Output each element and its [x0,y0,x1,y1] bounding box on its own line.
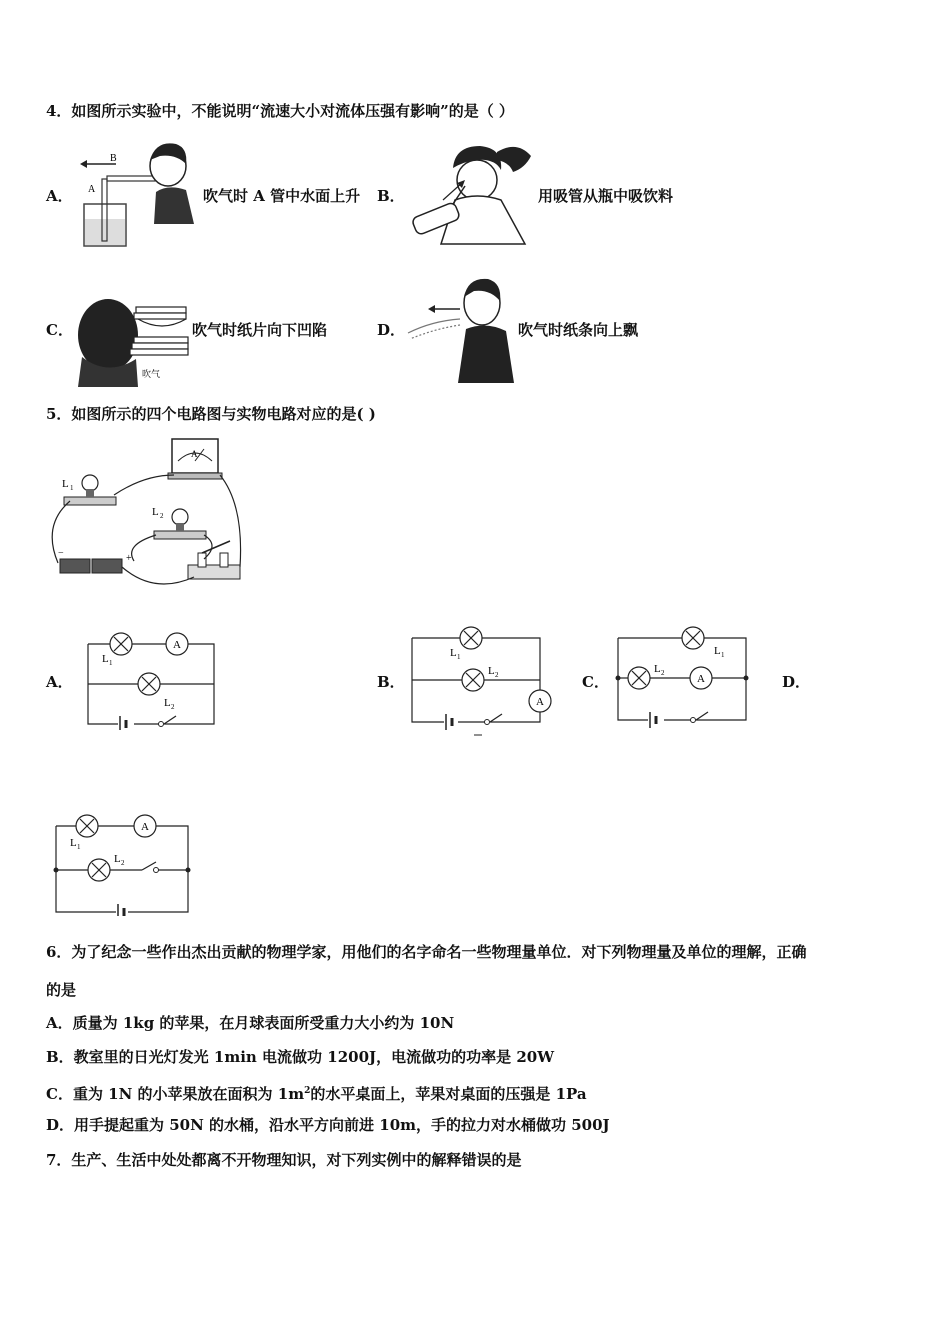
q5-a-l1-sub: 1 [109,659,113,667]
q5-circuit-d [50,812,196,916]
q5-c-ammeter: A [697,673,705,685]
q5-b-l2-sub: 2 [495,671,499,679]
q7-stem: 7．生产、生活中处处都离不开物理知识，对下列实例中的解释错误的是 [46,1151,522,1169]
q6-option-c-sup: 2 [304,1086,311,1096]
q6-option-a[interactable]: A．质量为 1kg 的苹果，在月球表面所受重力大小约为 10N [46,1014,455,1032]
q4-stem: 4．如图所示实验中，不能说明“流速大小对流体压强有影响”的是（ ） [46,102,514,120]
q5-phys-l2-sub: 2 [160,512,164,520]
q5-a-l2: L [164,697,171,709]
q6-stem-line1: 6．为了纪念一些作出杰出贡献的物理学家，用他们的名字命名一些物理量单位．对下列物理量及单位的理解，正确 [46,943,807,961]
q5-d-l2: L [114,853,121,865]
q5-phys-l2-label: L [152,506,159,518]
q4-figure-d-paper-strip [402,273,518,385]
q4-figure-c-paper-blow [72,287,192,387]
q4-option-d-letter[interactable]: D． [377,321,406,339]
q5-stem: 5．如图所示的四个电路图与实物电路对应的是( ) [46,405,376,423]
q5-circuit-b [404,624,554,736]
q5-a-l1: L [102,653,109,665]
q5-option-b-letter[interactable]: B． [377,673,405,691]
q4-figure-a-blowing-tube [76,134,201,249]
q4-fig-a-label-b: B [110,153,117,164]
q4-option-c-letter[interactable]: C． [46,321,73,339]
q5-phys-l1-label: L [62,478,69,490]
q5-b-l1-sub: 1 [457,653,461,661]
q5-phys-plus: + [126,553,132,564]
q5-phys-l1-sub: 1 [70,484,74,492]
q5-phys-minus: − [58,548,64,559]
q5-option-a-letter[interactable]: A． [46,673,73,691]
q5-c-l1: L [714,645,721,657]
q5-d-l2-sub: 2 [121,859,125,867]
q6-option-d[interactable]: D．用手提起重为 50N 的水桶，沿水平方向前进 10m，手的拉力对水桶做功 500J [46,1116,610,1134]
q5-b-ammeter: A [536,696,544,708]
q4-fig-c-label: 吹气 [142,369,161,379]
q4-option-b-letter[interactable]: B． [377,187,405,205]
q5-d-l1-sub: 1 [77,843,81,851]
q6-option-b[interactable]: B．教室里的日光灯发光 1min 电流做功 1200J，电流做功的功率是 20W [46,1048,555,1066]
q5-c-l2-sub: 2 [661,669,665,677]
q6-option-c[interactable] [46,1081,587,1104]
q4-option-a-text: 吹气时 A 管中水面上升 [203,187,361,205]
q5-a-l2-sub: 2 [171,703,175,711]
q5-c-l2: L [654,663,661,675]
q6-option-c-post: 的水平桌面上，苹果对桌面的压强是 1Pa [310,1085,587,1103]
q5-option-d-letter[interactable]: D． [782,673,811,691]
q5-option-c-letter[interactable]: C． [582,673,609,691]
q5-circuit-c [610,624,756,728]
q4-fig-a-label-a: A [88,184,96,195]
q5-phys-ammeter-label: A [191,449,198,459]
q6-stem-line2: 的是 [46,981,77,999]
q5-d-l1: L [70,837,77,849]
q4-option-c-text: 吹气时纸片向下凹陷 [192,321,328,339]
q5-circuit-a [80,630,220,730]
q6-option-c-pre: C．重为 1N 的小苹果放在面积为 1m [46,1085,305,1103]
q5-a-ammeter: A [173,639,181,651]
q5-b-l2: L [488,665,495,677]
q5-b-l1: L [450,647,457,659]
q5-d-ammeter: A [141,821,149,833]
q4-option-a-letter[interactable]: A． [46,187,73,205]
q4-option-d-text: 吹气时纸条向上飘 [518,321,639,339]
q4-option-b-text: 用吸管从瓶中吸饮料 [538,187,674,205]
q5-c-l1-sub: 1 [721,651,725,659]
q5-physical-circuit [44,435,249,603]
q4-figure-b-girl-straw [405,138,535,248]
